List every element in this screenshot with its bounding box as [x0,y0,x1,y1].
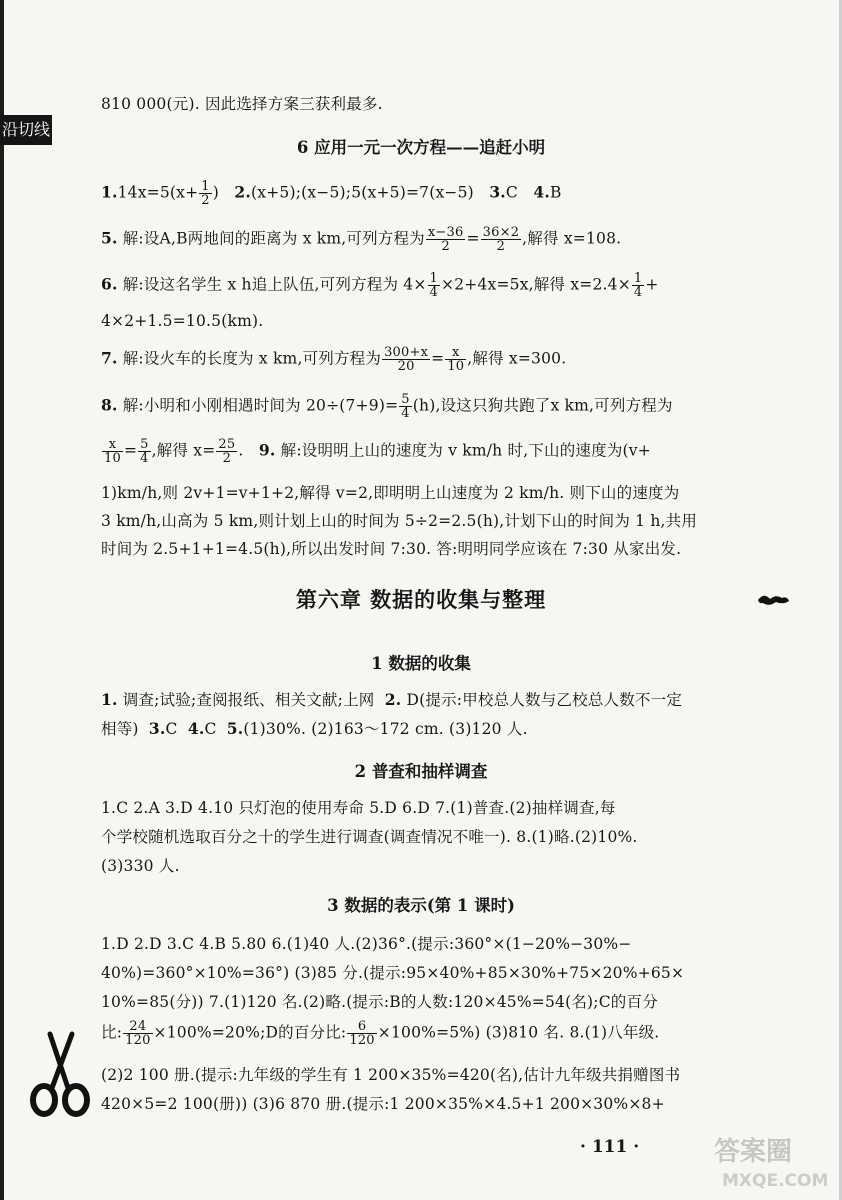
page-number-value: 111 [591,1137,628,1157]
fraction-numerator: 25 [218,437,236,452]
page-number: · 111 · [580,1137,640,1157]
fraction-denominator: 120 [349,1033,375,1048]
text-line [101,688,682,710]
fraction-denominator: 10 [447,359,465,374]
q8-text-mid: (h),设这只狗共跑了x km,可列方程为 [412,396,673,415]
answer-line-q6 [101,272,659,299]
s1-q3-text: C [165,720,178,738]
question-number: 8. [101,395,118,415]
s1-q4-text: C [204,720,217,738]
fraction-numerator: 1 [201,179,210,194]
q7-text: 解:设火车的长度为 x km,可列方程为 [122,349,382,368]
answer-line-q8-q9 [101,438,651,465]
fraction-denominator: 2 [441,239,450,254]
fraction [428,272,440,299]
text-line: 40%)=360°×10%=36°) (3)85 分.(提示:95×40%+85×30%+75×20%+65× [101,964,685,982]
fraction-denominator: 4 [140,451,149,466]
s3-q7-text-mid: ×100%=20%;D的百分比: [153,1023,347,1042]
text-line: 3 km/h,山高为 5 km,则计划上山的时间为 5÷2=2.5(h),计划下山的时间为 1 h,共用 [101,512,698,530]
watermark-logo [708,1128,834,1194]
q7-text-end: ,解得 x=300. [467,349,567,368]
watermark-line2: MXQE.COM [722,1171,829,1191]
text-line: 4×2+1.5=10.5(km). [101,312,264,330]
fraction-denominator: 20 [397,359,415,374]
q2-text: (x+5);(x−5);5(x+5)=7(x−5) [251,183,474,202]
q1-text-end: ) [212,183,220,202]
fraction-numerator: x−36 [427,225,464,240]
s1-q1-text: 调查;试验;查阅报纸、相关文献;上网 [122,691,375,709]
fraction-numerator: x [102,438,123,452]
fraction-denominator: 2 [222,451,232,466]
q6-text: 解:设这名学生 x h追上队伍,可列方程为 4× [122,275,427,294]
text-line: 10%=85(分)) 7.(1)120 名.(2)略.(提示:B的人数:120×45%=54(名);C的百分 [101,993,658,1011]
fraction-numerator: 24 [123,1020,152,1034]
text-line: 810 000(元). 因此选择方案三获利最多. [101,95,383,113]
q3-text: C [505,183,518,202]
fraction [399,393,411,420]
fraction-denominator: 10 [104,451,121,466]
section-title-1: 1 数据的收集 [371,654,471,673]
fraction-numerator: x [445,346,466,360]
question-number: 3. [148,719,166,738]
fraction-numerator: 36×2 [482,225,520,240]
fraction [123,1020,152,1047]
fraction-denominator: 2 [201,193,210,208]
s1-q5-text: (1)30%. (2)163～172 cm. (3)120 人. [243,720,528,738]
q8-text-end: . [238,441,244,460]
q5-text-end: ,解得 x=108. [522,229,622,248]
fraction-denominator: 2 [496,239,506,254]
fraction [102,438,123,465]
equals-sign: = [431,349,445,368]
text-line: (2)2 100 册.(提示:九年级的学生有 1 200×35%=420(名),估计九年级共捐赠图书 [101,1066,681,1084]
text-line: 1.C 2.A 3.D 4.10 只灯泡的使用寿命 5.D 6.D 7.(1)普查.(2)抽样调查,每 [101,799,616,817]
text-line [101,717,528,739]
fraction-numerator: 300+x [384,345,429,360]
equals-sign: = [123,441,138,460]
equals-sign: = [466,229,480,248]
fraction-denominator: 4 [429,285,439,300]
answer-line-q5 [101,226,621,253]
question-number: 1. [101,690,118,709]
question-number: 3. [489,182,506,202]
fraction-denominator: 4 [401,406,410,421]
q6-text-end: + [645,275,659,294]
section-title-6: 6 应用一元一次方程——追赶小明 [296,138,546,157]
q9-text: 解:设明明上山的速度为 v km/h 时,下山的速度为(v+ [280,441,651,460]
answer-line-q7 [101,346,566,373]
fraction-denominator: 4 [633,285,643,300]
text-line: (3)330 人. [101,857,180,875]
fraction [632,272,644,299]
question-number: 7. [101,348,118,368]
question-number: 2. [384,690,402,709]
text-line: 420×5=2 100(册)) (3)6 870 册.(提示:1 200×35%×4.5+1 200×30%×8+ [101,1095,665,1113]
question-number: 9. [258,440,276,460]
answer-line-q1-4 [101,180,562,207]
question-number: 1. [101,182,118,202]
question-number: 2. [234,182,252,202]
fraction-numerator: 1 [429,271,439,286]
q8-text-solve: ,解得 x= [151,441,216,460]
q8-text: 解:小明和小刚相遇时间为 20÷(7+9)= [122,396,399,415]
fraction-numerator: 6 [347,1020,376,1034]
question-number: 5. [226,719,244,738]
fraction [138,438,150,465]
question-number: 5. [101,228,118,248]
question-number: 6. [101,274,118,294]
fraction [445,346,466,373]
text-line [101,1020,659,1047]
q1-text: 14x=5(x+ [117,183,199,202]
fraction [216,438,237,465]
fraction-denominator: 120 [125,1033,151,1048]
s3-q7-text: 比: [101,1023,123,1042]
fraction-numerator: 5 [140,437,149,452]
fraction [347,1020,376,1047]
answer-line-q8 [101,393,673,420]
watermark-line1: 答案圈 [714,1137,793,1167]
fraction [481,226,522,253]
chapter-title: 第六章 数据的收集与整理 [295,587,547,612]
text-line: 1.D 2.D 3.C 4.B 5.80 6.(1)40 人.(2)36°.(提示:360°×(1−20%−30%− [101,935,632,953]
section-title-3: 3 数据的表示(第 1 课时) [327,896,515,915]
fraction [426,226,466,253]
text-line: 时间为 2.5+1+1=4.5(h),所以出发时间 7:30. 答:明明同学应该在 7:30 从家出发. [101,540,682,558]
text-line: 1)km/h,则 2v+1=v+1+2,解得 v=2,即明明上山速度为 2 km/h. 则下山的速度为 [101,484,680,502]
fraction-numerator: 1 [633,271,643,286]
ink-mark-icon [756,588,790,610]
cut-line-tab: 沿切线 [0,115,52,145]
s1-q2-text: D(提示:甲校总人数与乙校总人数不一定 [406,691,683,709]
question-number: 4. [533,182,550,202]
q4-text: B [549,183,562,202]
s3-q7-text-end: ×100%=5%) (3)810 名. 8.(1)八年级. [377,1023,660,1042]
section-title-2: 2 普查和抽样调查 [354,762,488,781]
scissors-icon [28,1030,92,1118]
fraction [199,180,211,207]
q5-text: 解:设A,B两地间的距离为 x km,可列方程为 [122,229,425,248]
s1-q2-text-end: 相等) [101,720,139,738]
q6-text-mid: ×2+4x=5x,解得 x=2.4× [441,275,631,294]
fraction-numerator: 5 [401,392,410,407]
question-number: 4. [187,719,205,738]
fraction [382,346,430,373]
text-line: 个学校随机选取百分之十的学生进行调查(调查情况不唯一). 8.(1)略.(2)10%. [101,828,638,846]
